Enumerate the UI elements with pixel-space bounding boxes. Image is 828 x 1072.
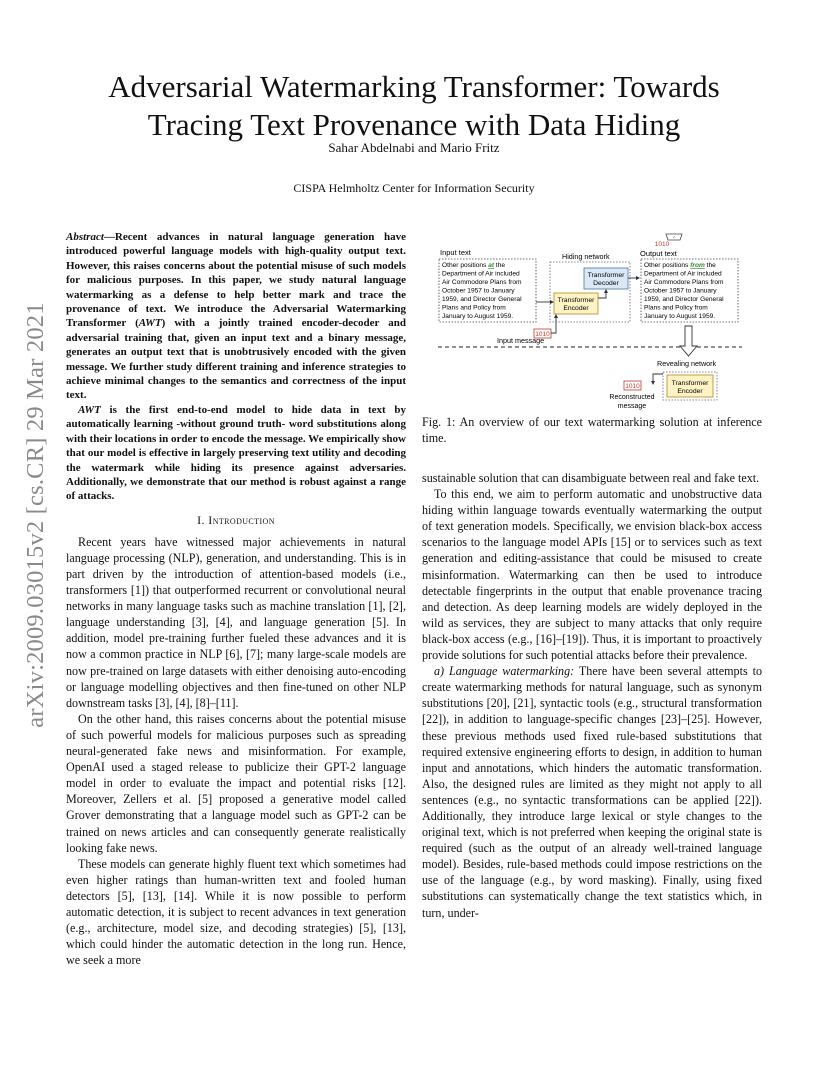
- input-message-bits: 1010: [535, 331, 550, 338]
- output-stamp-icon: [666, 234, 682, 240]
- right-column: [422, 470, 762, 921]
- reconstructed-label-1: Reconstructed: [609, 394, 655, 401]
- abstract-label: Abstract: [66, 231, 104, 243]
- section-heading-introduction: I. Introduction: [197, 512, 275, 527]
- transformer-encoder-label-2: Encoder: [563, 305, 589, 312]
- arrow-message-to-encoder: [551, 316, 556, 333]
- language-watermarking-heading: a) Language watermarking:: [434, 664, 575, 679]
- right-continuation-paragraph: sustainable solution that can disambiguate between real and fake text.: [422, 471, 760, 485]
- output-watermark-bits: 1010: [654, 241, 670, 248]
- intro-paragraph-2: On the other hand, this raises concerns about the potential misuse of such powerful models for malicious purposes such as spreading neural-generated fake news and misinformation. For example, OpenAI used a staged release to publicize their GPT-2 language model in order to evaluate the impact and potential risks [12]. Moreover, Zellers et al. [5] proposed a generative model called Grover demonstrating that a language model such as GPT-2 can be trained on news articles and can consequently generate realistically looking fake news.: [66, 711, 406, 855]
- transformer-encoder-label-1: Transformer: [557, 297, 595, 304]
- revealing-network-label: Revealing network: [657, 359, 717, 368]
- author-list: Sahar Abdelnabi and Mario Fritz: [328, 140, 500, 155]
- reveal-down-arrow: [680, 326, 697, 356]
- input-text-body: Other positions at the Department of Air included Air Commodore Plans from October 1957 to January 1959, and Director General Plans and Policy from January to August 1959.: [442, 262, 522, 320]
- reconstructed-label-2: message: [617, 403, 647, 410]
- abstract-paragraph-2: AWT is the first end-to-end model to hide data in text by automatically learning -without ground truth- word substitutions along with their locations in order to encode the message. We empirically show that our model is effective in largely preserving text utility and decoding the watermark while hiding its presence against adversaries. Additionally, we demonstrate that our method is robust against a range of attacks.: [66, 403, 406, 503]
- input-message-label: Input message: [497, 336, 545, 345]
- language-watermarking-paragraph: a) Language watermarking: There have been several attempts to create watermarking methods for natural language, such as synonym substitutions [20], [21], syntactic tools (e.g., structural transformation [22]), in addition to language-specific changes [23]–[25]. However, these previous methods used fixed rule-based substitutions that required extensive engineering efforts to design, in addition to human input and annotations, which hinders the automatic transformation. Also, the designed rules are limited as they might not apply to all sentences (e.g., no syntactic transformations can be applied [22]). Additionally, they introduce large lexical or style changes to the original text, which is not preferred when keeping the original state is required (such as the output of an already well-trained language model). Besides, rule-based methods could impose restrictions on the use of the language (e.g., by word masking). Finally, using fixed substitutions can systematically change the text statistics which, in turn, under-: [422, 664, 762, 920]
- reconstructed-bits: 1010: [625, 383, 640, 390]
- left-column: [66, 230, 406, 968]
- figure-1-diagram: [438, 232, 742, 410]
- abstract-paragraph-1: Abstract—Recent advances in natural language generation have introduced powerful language models with high-quality output text. However, this raises concerns about the potential misuse of such models for malicious purposes. In this paper, we study natural language watermarking as a defense to help better mark and trace the provenance of text. We introduce the Adversarial Watermarking Transformer (AWT) with a jointly trained encoder-decoder and adversarial training that, given an input text and a binary message, generates an output text that is unobtrusively encoded with the given message. We further study different training and inference strategies to achieve minimal changes to the semantics and correctness of the input text.: [66, 231, 406, 402]
- svg-text:✓: ✓: [672, 234, 676, 240]
- paper-title: Adversarial Watermarking Transformer: Towards Tracing Text Provenance with Data Hiding: [108, 69, 720, 142]
- output-text-label: Output text: [640, 249, 677, 258]
- transformer-decoder-label-2: Decoder: [593, 280, 619, 287]
- figure-1-caption: Fig. 1: An overview of our text watermarking solution at inference time.: [422, 415, 762, 446]
- affiliation: CISPA Helmholtz Center for Information Security: [293, 181, 535, 195]
- output-text-body: Other positions from the Department of Air included Air Commodore Plans from October 1957 to January 1959, and Director General Plans and Policy from January to August 1959.: [644, 262, 724, 320]
- hiding-network-label: Hiding network: [562, 252, 610, 261]
- transformer-decoder-label-1: Transformer: [587, 272, 625, 279]
- reveal-encoder-label-1: Transformer: [671, 380, 709, 387]
- intro-paragraph-1: Recent years have witnessed major achievements in natural language processing (NLP), generation, and understanding. This is in part driven by the introduction of attention-based models (i.e., transformers [1]) that outperformed recurrent or convolutional neural networks in many language tasks such as machine translation [1], [2], language understanding [3], [4], and language generation [5]. In addition, model pre-training further fueled these advances and it is now a common practice in NLP [6], [7]; many large-scale models are now pre-trained on large datasets with either denoising auto-encoding or language modelling objectives and then fine-tuned on other NLP downstream tasks [3], [4], [8]–[11].: [66, 534, 406, 710]
- arxiv-identifier-text: arXiv:2009.03015v2 [cs.CR] 29 Mar 2021: [22, 302, 49, 728]
- watermark-pipeline-svg: [438, 232, 742, 410]
- right-paragraph-1: To this end, we aim to perform automatic and unobstructive data hiding within language towards eventually watermarking the output of text generation models. Specifically, we envision black-box access scenarios to the language model APIs [15] or to services such as text generation and editing-assistance that could be misused to create misinformation. Watermarking can then be used to introduce detectable fingerprints in the output that enable provenance tracing and detection. As deep learning models are widely deployed in the wild as services, they are subject to many attacks that only require black-box access (e.g., [16]–[19]). Thus, it is important to proactively provide solutions for such potential attacks before their prevalence.: [422, 487, 762, 663]
- intro-paragraph-3: These models can generate highly fluent text which sometimes had even higher ratings than human-written text and fooled human detectors [5], [13], [14]. While it is now possible to perform automatic detection, it is subject to recent advances in text generation (e.g., architecture, model size, and decoding strategies) [5], [13], which could hinder the automatic detection in the long run. Hence, we seek a more: [66, 856, 406, 968]
- reveal-encoder-label-2: Encoder: [677, 388, 703, 395]
- input-text-label: Input text: [440, 248, 471, 257]
- arxiv-identifier-stamp: [24, 270, 48, 760]
